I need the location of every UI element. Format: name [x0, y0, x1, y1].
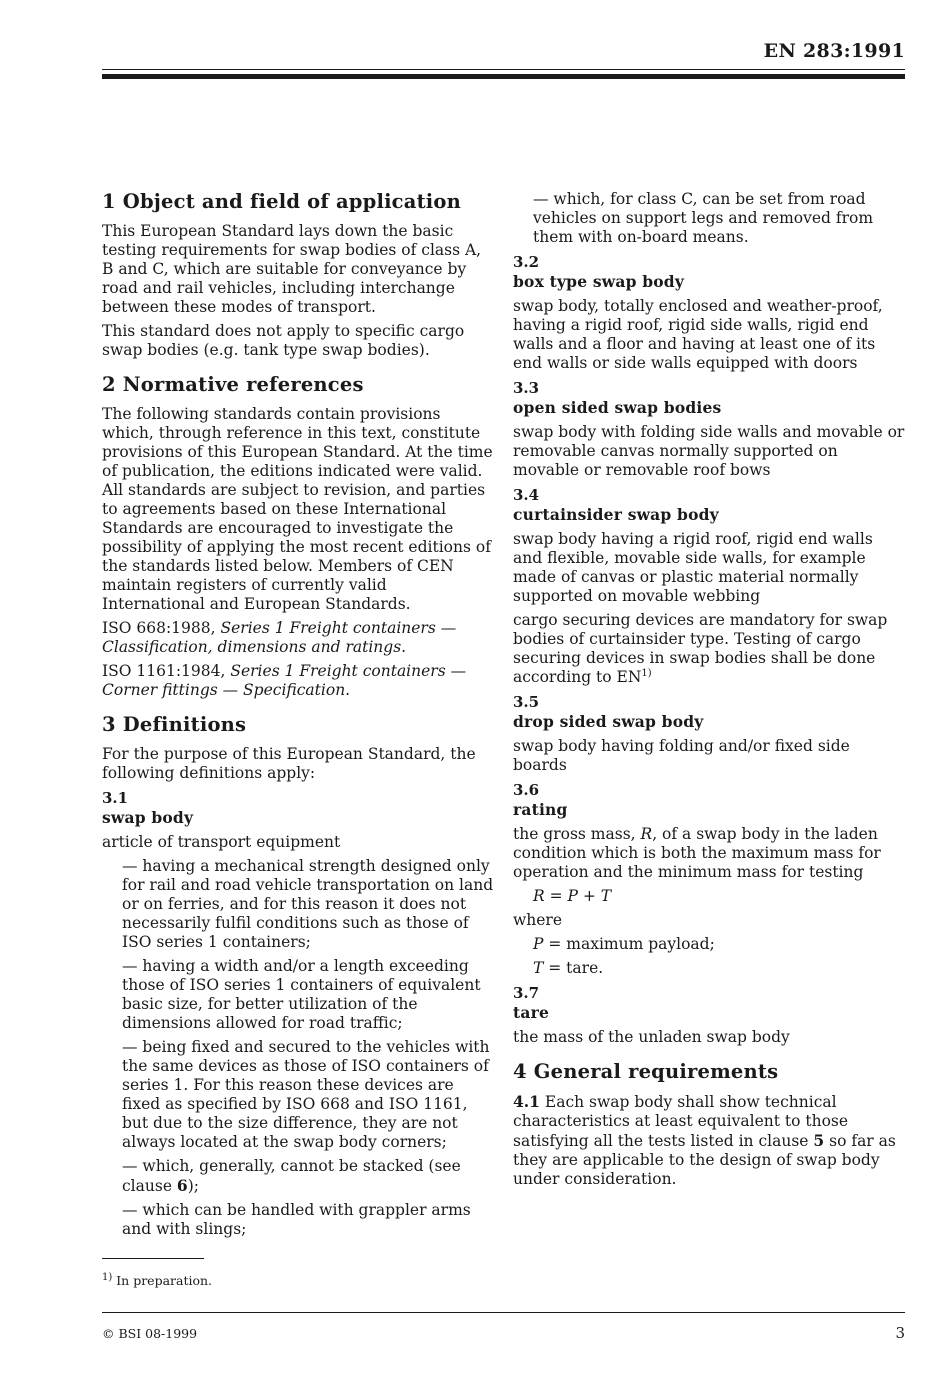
definition-number: 3.7 — [513, 984, 540, 1002]
section-2-para-1: The following standards contain provisions which, through reference in this text, constitute provisions of this European Standard. At the time of publication, the editions indicated were valid. All standards are subject to revision, and parties to agreements based on these International Standards are encouraged to investigate the possibility of applying the most recent editions of the standards listed below. Members of CEN maintain registers of currently valid International and European Standards. — [102, 405, 493, 613]
definition-number: 3.6 — [513, 781, 540, 799]
clause-number: 4.1 — [513, 1092, 540, 1111]
right-column — [513, 190, 905, 1194]
variable-definition: P = maximum payload; — [533, 935, 715, 953]
definition-term: box type swap body — [513, 272, 685, 291]
reference-title: Series 1 Freight containers — Corner fittings — Specification. — [102, 662, 467, 699]
page-number: 3 — [895, 1324, 905, 1342]
definition-term: curtainsider swap body — [513, 505, 719, 524]
footnote — [102, 1273, 212, 1288]
definition-number: 3.2 — [513, 253, 540, 271]
reference-title: Series 1 Freight containers — Classification, dimensions and ratings. — [102, 619, 457, 656]
section-3-heading: 3 Definitions — [102, 713, 247, 736]
reference-code: ISO 1161:1984, — [102, 662, 226, 680]
definition-text: swap body with folding side walls and movable or removable canvas normally supported on movable or removable roof bows — [513, 423, 905, 479]
definition-text: swap body having a rigid roof, rigid end walls and flexible, movable side walls, for example made of canvas or plastic material normally supported on movable webbing — [513, 530, 873, 605]
definition-term: tare — [513, 1003, 550, 1022]
section-4-para-1: 4.1 Each swap body shall show technical characteristics at least equivalent to those satisfying all the tests listed in clause 5 so far as they are applicable to the design of swap body under consideration. — [513, 1092, 896, 1188]
definition-number: 3.3 — [513, 379, 540, 397]
definition-text: swap body, totally enclosed and weather-proof, having a rigid roof, rigid side walls, rigid end walls and a floor and having at least one of its end walls or side walls equipped with doors — [513, 297, 883, 372]
section-4-heading: 4 General requirements — [513, 1060, 779, 1083]
footer-rule — [102, 1312, 905, 1313]
section-3-intro: For the purpose of this European Standard, the following definitions apply: — [102, 745, 476, 782]
clause-reference: 5 — [813, 1131, 825, 1150]
header-rule-thin — [102, 69, 905, 70]
clause-reference: 6 — [176, 1176, 188, 1195]
list-item: — which can be handled with grappler arms and with slings; — [122, 1201, 471, 1238]
reference-code: ISO 668:1988, — [102, 619, 216, 637]
section-1-para-1: This European Standard lays down the basic testing requirements for swap bodies of class A, B and C, which are suitable for conveyance by road and rail vehicles, including interchange between these modes of transport. — [102, 222, 482, 316]
list-item: — having a width and/or a length exceeding those of ISO series 1 containers of equivalent basic size, for better utilization of the dimensions allowed for road traffic; — [122, 957, 481, 1032]
list-item: — having a mechanical strength designed only for rail and road vehicle transportation on land or on ferries, and for this reason it does not necessarily fulfil conditions such as those of ISO series 1 containers; — [122, 857, 494, 951]
rating-formula: R = P + T — [533, 887, 612, 905]
footnote-mark: 1) — [102, 1271, 113, 1283]
section-2-heading: 2 Normative references — [102, 373, 364, 396]
definition-number: 3.1 — [102, 789, 129, 807]
copyright: © BSI 08-1999 — [102, 1326, 198, 1341]
list-item: — which, generally, cannot be stacked (see clause 6); — [122, 1157, 461, 1195]
definition-text: the mass of the unladen swap body — [513, 1028, 790, 1046]
list-item: — which, for class C, can be set from road vehicles on support legs and removed from them with on-board means. — [533, 190, 874, 246]
section-1-heading: 1 Object and field of application — [102, 190, 461, 213]
definition-term: open sided swap bodies — [513, 398, 722, 417]
definition-number: 3.5 — [513, 693, 540, 711]
document-id: EN 283:1991 — [763, 40, 905, 62]
variable-definition: T = tare. — [533, 959, 604, 977]
definition-note: cargo securing devices are mandatory for swap bodies of curtainsider type. Testing of cargo securing devices in swap bodies shall be done according to EN$^{1)}$ — [513, 611, 888, 686]
definition-text: the gross mass, R, of a swap body in the laden condition which is both the maximum mass for operation and the minimum mass for testing — [513, 825, 881, 881]
definition-text: article of transport equipment — [102, 833, 341, 851]
reference-iso-1161 — [102, 662, 494, 700]
definition-number: 3.4 — [513, 486, 540, 504]
footnote-text: In preparation. — [112, 1273, 213, 1288]
where-label: where — [513, 911, 563, 929]
list-item: — being fixed and secured to the vehicles with the same devices as those of ISO containers of series 1. For this reason these devices are fixed as specified by ISO 668 and ISO 1161, but due to the size difference, they are not always located at the swap body corners; — [122, 1038, 490, 1151]
definition-text: swap body having folding and/or fixed side boards — [513, 737, 850, 774]
left-column — [102, 190, 494, 1244]
header-rule-thick — [102, 74, 905, 79]
reference-iso-668 — [102, 619, 494, 657]
footnote-rule — [102, 1258, 204, 1259]
section-1-para-2: This standard does not apply to specific cargo swap bodies (e.g. tank type swap bodies). — [102, 322, 465, 359]
footnote-reference[interactable]: 1) — [641, 667, 652, 679]
definition-term: rating — [513, 800, 568, 819]
definition-term: swap body — [102, 808, 194, 827]
definition-term: drop sided swap body — [513, 712, 704, 731]
